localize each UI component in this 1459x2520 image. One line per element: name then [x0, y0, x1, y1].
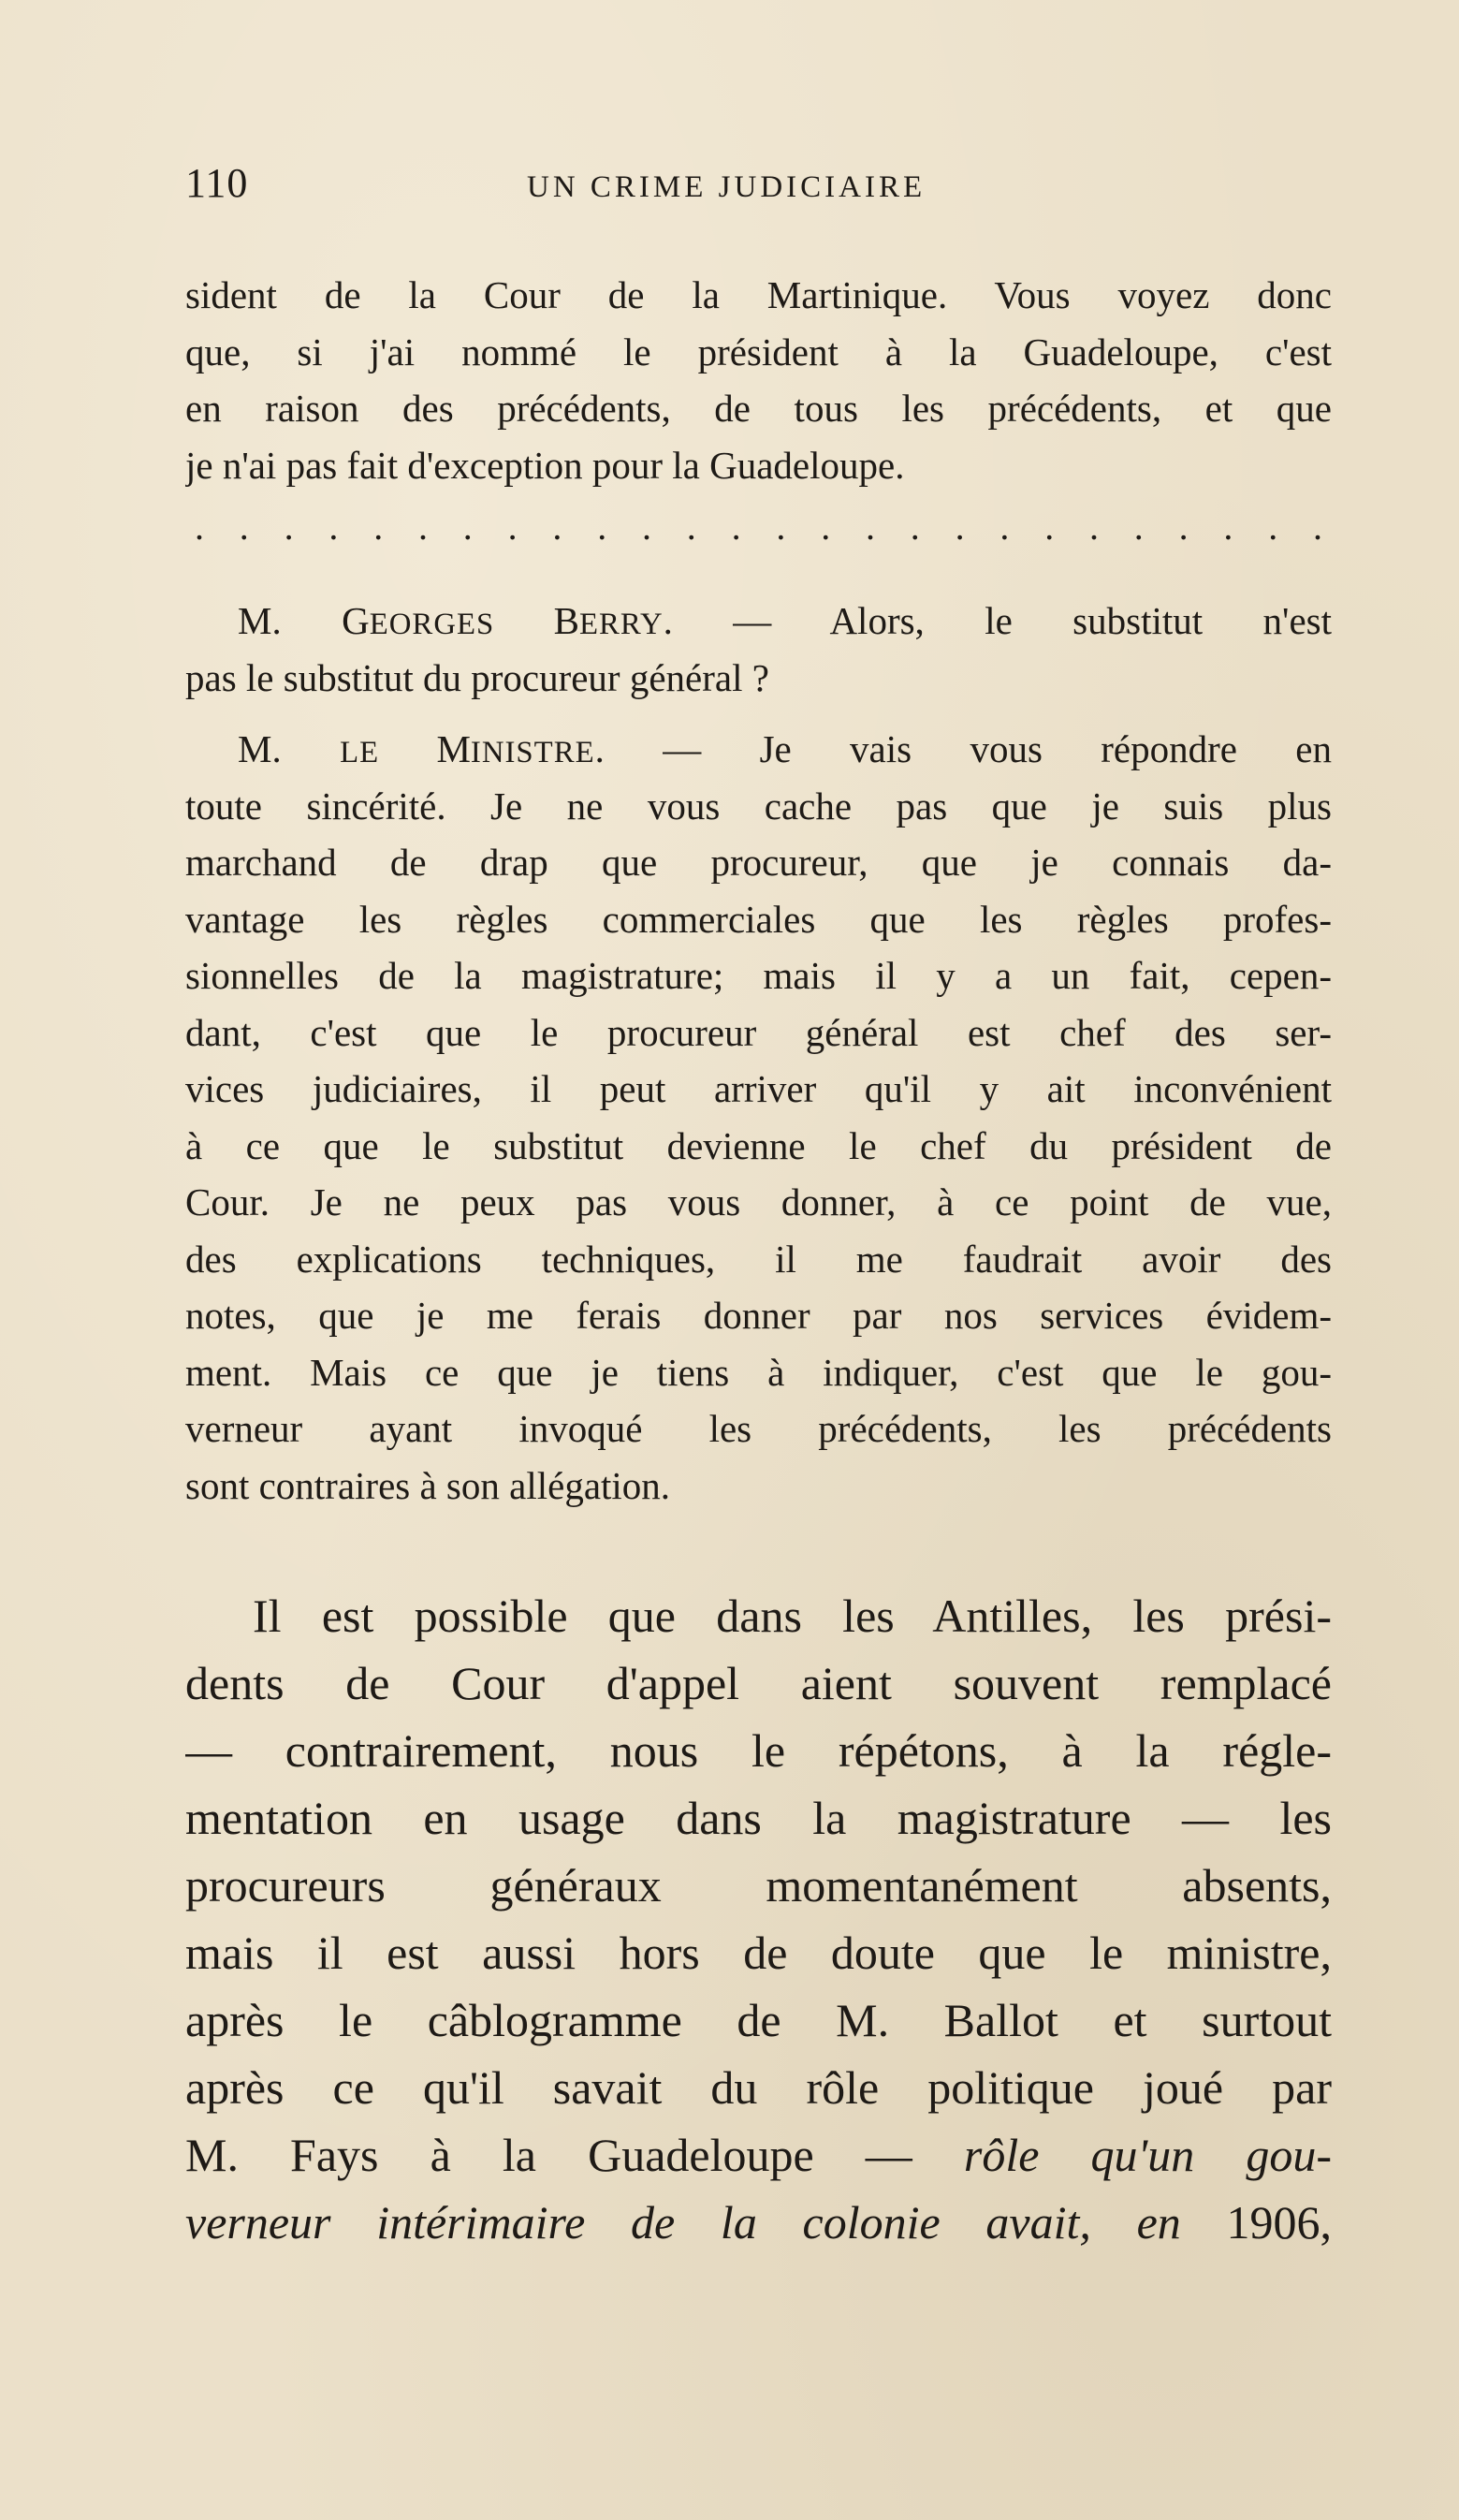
text-line: vantage les règles commerciales que les règles profes- — [185, 897, 1332, 941]
text-line: ment. Mais ce que je tiens à indiquer, c'est que le gou- — [185, 1350, 1332, 1394]
text-line — [185, 2121, 1332, 2189]
page-number: 110 — [185, 160, 249, 206]
text-line: à ce que le substitut devienne le chef du président de — [185, 1123, 1332, 1167]
text-line: que, si j'ai nommé le président à la Guadeloupe, c'est — [185, 330, 1332, 374]
text-line: sionnelles de la magistrature; mais il y a un fait, cepen- — [185, 954, 1332, 997]
text-line: mais il est aussi hors de doute que le ministre, — [185, 1927, 1332, 1979]
speaker-name-part: INISTRE — [470, 736, 595, 769]
text-line — [185, 2189, 1332, 2256]
text-line: marchand de drap que procureur, que je connais da- — [185, 841, 1332, 884]
speech-georges-berry — [185, 593, 1332, 706]
text-line: — contrairement, nous le répétons, à la régle- — [185, 1724, 1332, 1777]
speech-text: . — Je vais vous répondre en — [594, 727, 1332, 770]
text-line: en raison des précédents, de tous les précédents, et que — [185, 387, 1332, 430]
speaker-name-part: LE — [340, 736, 437, 769]
speaker-name-part: M. G — [238, 599, 370, 642]
text-line: mentation en usage dans la magistrature — les — [185, 1792, 1332, 1844]
running-title: UN CRIME JUDICIAIRE — [527, 170, 926, 204]
italic-text: rôle qu'un gou- — [963, 2129, 1332, 2181]
speech-first-line — [185, 593, 1332, 650]
text-line: notes, que je me ferais donner par nos services évidem- — [185, 1294, 1332, 1337]
speaker-name-part: EORGES — [369, 608, 554, 641]
paragraph-continuation — [185, 267, 1332, 493]
text-line: pas le substitut du procureur général ? — [185, 655, 769, 699]
speaker-name-part: ERRY — [578, 608, 664, 641]
text-line: vices judiciaires, il peut arriver qu'il y ait inconvénient — [185, 1067, 1332, 1110]
roman-text: 1906, — [1180, 2196, 1332, 2249]
text-line: après ce qu'il savait du rôle politique joué par — [185, 2061, 1332, 2114]
text-line: des explications techniques, il me faudrait avoir des — [185, 1237, 1332, 1281]
speech-first-line — [185, 721, 1332, 778]
text-line: je n'ai pas fait d'exception pour la Guadeloupe. — [185, 443, 905, 487]
speaker-name-part: M — [436, 727, 471, 770]
speech-text: . — Alors, le substitut n'est — [663, 599, 1332, 642]
italic-text: verneur intérimaire de la colonie avait, en — [185, 2196, 1181, 2249]
text-line: procureurs généraux momentanément absents, — [185, 1859, 1332, 1912]
text-line: après le câblogramme de M. Ballot et surtout — [185, 1994, 1332, 2046]
page-header — [185, 159, 1332, 225]
speaker-name-part: B — [553, 599, 579, 642]
text-line: Cour. Je ne peux pas vous donner, à ce point de vue, — [185, 1180, 1332, 1223]
ellipsis-separator: . . . . . . . . . . . . . . . . . . . . . . . . . . — [195, 513, 1322, 541]
text-line: sont contraires à son allégation. — [185, 1463, 671, 1507]
text-line: toute sincérité. Je ne vous cache pas que je suis plus — [185, 784, 1332, 828]
text-line: verneur ayant invoqué les précédents, les précédents — [185, 1407, 1332, 1450]
text-line: sident de la Cour de la Martinique. Vous voyez donc — [185, 273, 1332, 316]
roman-text: M. Fays à la Guadeloupe — — [185, 2129, 964, 2181]
commentary-paragraph — [185, 1582, 1332, 2256]
text-line: Il est possible que dans les Antilles, les prési- — [253, 1590, 1332, 1642]
speaker-name-part: M. — [238, 727, 341, 770]
text-line: dant, c'est que le procureur général est chef des ser- — [185, 1010, 1332, 1054]
speech-ministre — [185, 721, 1332, 1514]
text-line: dents de Cour d'appel aient souvent remplacé — [185, 1657, 1332, 1709]
